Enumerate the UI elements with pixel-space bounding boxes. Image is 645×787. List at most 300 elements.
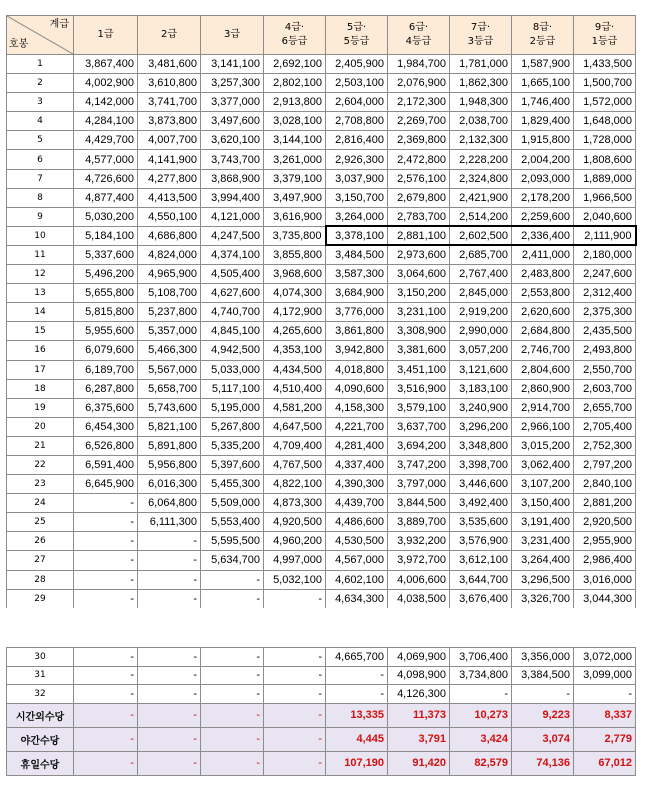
- salary-cell: 2,435,500: [574, 322, 636, 341]
- salary-cell: 4,647,500: [264, 417, 326, 436]
- salary-cell: 2,180,000: [574, 245, 636, 264]
- salary-cell: 5,466,300: [138, 341, 201, 360]
- step-number-cell: 20: [7, 417, 74, 436]
- salary-cell: 4,277,800: [138, 169, 201, 188]
- salary-cell: 3,121,600: [450, 360, 512, 379]
- salary-cell: 6,526,800: [74, 436, 138, 455]
- salary-cell: 3,398,700: [450, 455, 512, 474]
- salary-cell: -: [138, 648, 201, 667]
- salary-cell: 3,873,800: [138, 112, 201, 131]
- table-row: [7, 360, 636, 379]
- salary-cell: 3,587,300: [326, 265, 388, 284]
- salary-cell: 5,030,200: [74, 207, 138, 226]
- salary-cell: 3,057,200: [450, 341, 512, 360]
- salary-cell: -: [326, 685, 388, 704]
- salary-cell: 2,767,400: [450, 265, 512, 284]
- salary-cell: 3,855,800: [264, 245, 326, 264]
- salary-cell: 4,822,100: [264, 475, 326, 494]
- salary-cell: 2,369,800: [388, 131, 450, 150]
- salary-cell: 2,411,000: [512, 245, 574, 264]
- table-row: [7, 436, 636, 455]
- salary-cell: 2,881,200: [574, 494, 636, 513]
- salary-cell: 2,483,800: [512, 265, 574, 284]
- step-number-cell: 18: [7, 379, 74, 398]
- step-number-cell: 28: [7, 570, 74, 589]
- salary-cell: 2,038,700: [450, 112, 512, 131]
- salary-cell: 5,195,000: [201, 398, 264, 417]
- salary-cell: 4,942,500: [201, 341, 264, 360]
- salary-cell: 3,484,500: [326, 245, 388, 264]
- salary-cell: 4,530,500: [326, 532, 388, 551]
- salary-cell: 4,006,600: [388, 570, 450, 589]
- salary-cell: 2,783,700: [388, 207, 450, 226]
- salary-cell: 2,111,900: [574, 226, 636, 245]
- salary-cell: 3,497,600: [201, 112, 264, 131]
- salary-cell: 2,679,800: [388, 188, 450, 207]
- step-number-cell: 1: [7, 55, 74, 74]
- grade-header-7: [450, 16, 512, 55]
- salary-cell: 2,986,400: [574, 551, 636, 570]
- salary-cell: 2,620,600: [512, 303, 574, 322]
- step-number-cell: 31: [7, 666, 74, 685]
- step-number-cell: 30: [7, 648, 74, 667]
- salary-cell: 3,516,900: [388, 379, 450, 398]
- salary-cell: 3,191,400: [512, 513, 574, 532]
- salary-cell: 3,231,100: [388, 303, 450, 322]
- salary-cell: 6,375,600: [74, 398, 138, 417]
- salary-cell: 4,141,900: [138, 150, 201, 169]
- salary-cell: -: [201, 685, 264, 704]
- salary-cell: 1,648,000: [574, 112, 636, 131]
- salary-cell: 4,686,800: [138, 226, 201, 245]
- salary-cell: 2,228,200: [450, 150, 512, 169]
- salary-cell: 1,808,600: [574, 150, 636, 169]
- table-row: [7, 245, 636, 264]
- salary-cell: 4,374,100: [201, 245, 264, 264]
- table-row: [7, 494, 636, 513]
- salary-cell: 2,708,800: [326, 112, 388, 131]
- salary-cell: 2,259,600: [512, 207, 574, 226]
- salary-cell: 6,287,800: [74, 379, 138, 398]
- salary-cell: -: [138, 666, 201, 685]
- salary-cell: 4,873,300: [264, 494, 326, 513]
- table-row: [7, 131, 636, 150]
- salary-cell: 3,942,800: [326, 341, 388, 360]
- grade-header-line: 5급·: [346, 22, 367, 33]
- salary-cell: 4,390,300: [326, 475, 388, 494]
- salary-cell: 2,752,300: [574, 436, 636, 455]
- grade-header-line: 1급: [97, 29, 114, 40]
- salary-table-body: [7, 16, 636, 609]
- salary-cell: 3,694,200: [388, 436, 450, 455]
- salary-cell: 4,281,400: [326, 436, 388, 455]
- salary-cell: 3,776,000: [326, 303, 388, 322]
- step-number-cell: 5: [7, 131, 74, 150]
- salary-cell: 3,747,200: [388, 455, 450, 474]
- salary-cell: 2,421,900: [450, 188, 512, 207]
- salary-cell: 2,860,900: [512, 379, 574, 398]
- salary-cell: 5,267,800: [201, 417, 264, 436]
- step-number-cell: 24: [7, 494, 74, 513]
- salary-cell: 1,829,400: [512, 112, 574, 131]
- salary-cell: 3,150,400: [512, 494, 574, 513]
- salary-cell: 3,734,800: [450, 666, 512, 685]
- salary-cell: 2,076,900: [388, 74, 450, 93]
- salary-cell: 2,913,800: [264, 93, 326, 112]
- grade-header-1: [74, 16, 138, 55]
- table-row: [7, 532, 636, 551]
- salary-cell: 3,141,100: [201, 55, 264, 74]
- step-number-cell: 17: [7, 360, 74, 379]
- salary-cell: 5,033,000: [201, 360, 264, 379]
- salary-cell: 4,069,900: [388, 648, 450, 667]
- step-number-cell: 13: [7, 284, 74, 303]
- salary-cell: -: [201, 589, 264, 608]
- step-number-cell: 23: [7, 475, 74, 494]
- allowance-row: [7, 751, 636, 775]
- salary-cell: 5,397,600: [201, 455, 264, 474]
- salary-cell: 2,514,200: [450, 207, 512, 226]
- salary-cell: 5,743,600: [138, 398, 201, 417]
- salary-cell: 1,728,000: [574, 131, 636, 150]
- salary-cell: 3,535,600: [450, 513, 512, 532]
- step-number-cell: 8: [7, 188, 74, 207]
- salary-cell: 4,247,500: [201, 226, 264, 245]
- allowance-label: 야간수당: [7, 727, 74, 751]
- table-row: [7, 74, 636, 93]
- salary-cell: 3,706,400: [450, 648, 512, 667]
- salary-cell: 3,348,800: [450, 436, 512, 455]
- grade-header-line: 2등급: [529, 36, 556, 47]
- salary-cell: 4,002,900: [74, 74, 138, 93]
- salary-cell: 4,172,900: [264, 303, 326, 322]
- salary-cell: 3,037,900: [326, 169, 388, 188]
- salary-cell: 3,861,800: [326, 322, 388, 341]
- salary-cell: 3,968,600: [264, 265, 326, 284]
- corner-header-cell: [7, 16, 74, 55]
- table-row: [7, 455, 636, 474]
- salary-cell: 4,221,700: [326, 417, 388, 436]
- salary-cell: 2,990,000: [450, 322, 512, 341]
- step-number-cell: 27: [7, 551, 74, 570]
- table-row: [7, 322, 636, 341]
- step-number-cell: 26: [7, 532, 74, 551]
- salary-cell: 5,337,600: [74, 245, 138, 264]
- salary-cell: 3,064,600: [388, 265, 450, 284]
- salary-cell: 4,486,600: [326, 513, 388, 532]
- salary-cell: 3,144,100: [264, 131, 326, 150]
- grade-header-5: [326, 16, 388, 55]
- salary-cell: 2,472,800: [388, 150, 450, 169]
- grade-header-line: 8급·: [532, 22, 553, 33]
- allowance-cell: 10,273: [450, 703, 512, 727]
- salary-cell: 1,433,500: [574, 55, 636, 74]
- table-row: [7, 666, 636, 685]
- salary-cell: 2,324,800: [450, 169, 512, 188]
- salary-cell: 3,994,400: [201, 188, 264, 207]
- grade-header-line: 7급·: [470, 22, 491, 33]
- salary-cell: 5,595,500: [201, 532, 264, 551]
- allowance-row: [7, 703, 636, 727]
- salary-cell: 2,692,100: [264, 55, 326, 74]
- salary-cell: 5,567,000: [138, 360, 201, 379]
- salary-cell: 5,891,800: [138, 436, 201, 455]
- salary-cell: 6,454,300: [74, 417, 138, 436]
- table-row: [7, 265, 636, 284]
- table-row: [7, 93, 636, 112]
- corner-label-step: 호봉: [9, 39, 29, 50]
- salary-cell: 2,604,000: [326, 93, 388, 112]
- salary-cell: 5,357,000: [138, 322, 201, 341]
- salary-cell: 3,797,000: [388, 475, 450, 494]
- salary-cell: 3,257,300: [201, 74, 264, 93]
- salary-cell: 4,634,300: [326, 589, 388, 608]
- step-number-cell: 2: [7, 74, 74, 93]
- grade-header-line: 1등급: [591, 36, 618, 47]
- salary-cell: 3,099,000: [574, 666, 636, 685]
- table-row: [7, 475, 636, 494]
- salary-cell: 4,074,300: [264, 284, 326, 303]
- salary-cell: 1,587,900: [512, 55, 574, 74]
- salary-cell: 3,378,100: [326, 226, 388, 245]
- step-number-cell: 14: [7, 303, 74, 322]
- salary-cell: 3,616,900: [264, 207, 326, 226]
- step-number-cell: 25: [7, 513, 74, 532]
- allowance-cell: 2,779: [574, 727, 636, 751]
- salary-cell: 5,455,300: [201, 475, 264, 494]
- allowance-cell: 3,074: [512, 727, 574, 751]
- salary-cell: 3,326,700: [512, 589, 574, 608]
- table-row: [7, 303, 636, 322]
- table-row: [7, 169, 636, 188]
- salary-cell: 2,955,900: [574, 532, 636, 551]
- salary-cell: 5,634,700: [201, 551, 264, 570]
- salary-cell: 2,684,800: [512, 322, 574, 341]
- salary-cell: 2,040,600: [574, 207, 636, 226]
- salary-cell: 2,797,200: [574, 455, 636, 474]
- allowance-cell: 11,373: [388, 703, 450, 727]
- allowance-cell: -: [201, 751, 264, 775]
- salary-cell: 2,493,800: [574, 341, 636, 360]
- salary-cell: 2,746,700: [512, 341, 574, 360]
- salary-cell: -: [264, 666, 326, 685]
- salary-cell: 4,090,600: [326, 379, 388, 398]
- allowance-cell: -: [138, 727, 201, 751]
- salary-cell: 2,178,200: [512, 188, 574, 207]
- grade-header-8: [512, 16, 574, 55]
- salary-cell: 4,158,300: [326, 398, 388, 417]
- salary-cell: 3,072,000: [574, 648, 636, 667]
- salary-cell: 4,997,000: [264, 551, 326, 570]
- salary-cell: 6,064,800: [138, 494, 201, 513]
- salary-cell: 3,261,000: [264, 150, 326, 169]
- salary-cell: -: [74, 685, 138, 704]
- salary-cell: 2,926,300: [326, 150, 388, 169]
- salary-cell: 3,381,600: [388, 341, 450, 360]
- salary-cell: 4,726,600: [74, 169, 138, 188]
- salary-cell: 3,497,900: [264, 188, 326, 207]
- allowance-cell: 3,424: [450, 727, 512, 751]
- allowance-cell: -: [264, 751, 326, 775]
- grade-header-line: 6급·: [408, 22, 429, 33]
- table-row: [7, 379, 636, 398]
- salary-cell: 3,481,600: [138, 55, 201, 74]
- salary-cell: 5,553,400: [201, 513, 264, 532]
- salary-cell: 3,644,700: [450, 570, 512, 589]
- salary-cell: -: [201, 648, 264, 667]
- salary-cell: 4,505,400: [201, 265, 264, 284]
- allowance-cell: 82,579: [450, 751, 512, 775]
- salary-cell: 1,966,500: [574, 188, 636, 207]
- grade-header-line: 5등급: [343, 36, 370, 47]
- salary-cell: 3,183,100: [450, 379, 512, 398]
- salary-cell: 3,107,200: [512, 475, 574, 494]
- grade-header-line: 3등급: [467, 36, 494, 47]
- allowance-cell: 13,335: [326, 703, 388, 727]
- salary-cell: 5,117,100: [201, 379, 264, 398]
- salary-table-continued-body: [7, 648, 636, 776]
- allowance-cell: 3,791: [388, 727, 450, 751]
- salary-cell: -: [512, 685, 574, 704]
- salary-cell: 3,264,000: [326, 207, 388, 226]
- allowance-cell: -: [138, 751, 201, 775]
- salary-cell: 5,821,100: [138, 417, 201, 436]
- salary-cell: 5,655,800: [74, 284, 138, 303]
- allowance-cell: 67,012: [574, 751, 636, 775]
- salary-cell: -: [264, 648, 326, 667]
- table-row: [7, 112, 636, 131]
- salary-cell: 3,620,100: [201, 131, 264, 150]
- allowance-cell: -: [74, 727, 138, 751]
- salary-cell: 2,919,200: [450, 303, 512, 322]
- salary-cell: 4,434,500: [264, 360, 326, 379]
- salary-cell: 2,881,100: [388, 226, 450, 245]
- salary-cell: 3,384,500: [512, 666, 574, 685]
- allowance-cell: 74,136: [512, 751, 574, 775]
- salary-cell: 4,567,000: [326, 551, 388, 570]
- salary-cell: 3,576,900: [450, 532, 512, 551]
- table-row: [7, 188, 636, 207]
- salary-cell: 2,804,600: [512, 360, 574, 379]
- salary-cell: 2,845,000: [450, 284, 512, 303]
- salary-cell: 2,603,700: [574, 379, 636, 398]
- salary-cell: 4,413,500: [138, 188, 201, 207]
- salary-cell: -: [326, 666, 388, 685]
- grade-header-line: 9급·: [594, 22, 615, 33]
- salary-cell: -: [74, 648, 138, 667]
- salary-cell: 4,142,000: [74, 93, 138, 112]
- salary-cell: -: [74, 551, 138, 570]
- salary-cell: 2,705,400: [574, 417, 636, 436]
- allowance-cell: 8,337: [574, 703, 636, 727]
- salary-cell: -: [574, 685, 636, 704]
- salary-cell: -: [201, 570, 264, 589]
- salary-cell: 3,741,700: [138, 93, 201, 112]
- salary-cell: 5,956,800: [138, 455, 201, 474]
- table-row: [7, 589, 636, 608]
- grade-header-3: [201, 16, 264, 55]
- salary-cell: 3,676,400: [450, 589, 512, 608]
- table-row: [7, 417, 636, 436]
- table-row: [7, 551, 636, 570]
- allowance-cell: -: [74, 751, 138, 775]
- salary-cell: 1,572,000: [574, 93, 636, 112]
- salary-cell: 3,451,100: [388, 360, 450, 379]
- step-number-cell: 9: [7, 207, 74, 226]
- salary-cell: 3,296,200: [450, 417, 512, 436]
- grade-header-line: 4등급: [405, 36, 432, 47]
- salary-cell: 4,581,200: [264, 398, 326, 417]
- salary-cell: 1,500,700: [574, 74, 636, 93]
- salary-table: [6, 15, 637, 608]
- salary-cell: 6,111,300: [138, 513, 201, 532]
- salary-cell: 3,446,600: [450, 475, 512, 494]
- table-row: [7, 226, 636, 245]
- allowance-cell: -: [138, 703, 201, 727]
- salary-cell: 5,184,100: [74, 226, 138, 245]
- salary-cell: 5,237,800: [138, 303, 201, 322]
- salary-cell: -: [138, 551, 201, 570]
- allowance-cell: -: [264, 703, 326, 727]
- allowance-cell: -: [201, 703, 264, 727]
- salary-cell: 2,840,100: [574, 475, 636, 494]
- salary-cell: 3,240,900: [450, 398, 512, 417]
- salary-cell: 1,862,300: [450, 74, 512, 93]
- salary-cell: 4,920,500: [264, 513, 326, 532]
- salary-cell: 4,577,000: [74, 150, 138, 169]
- salary-cell: 3,637,700: [388, 417, 450, 436]
- salary-cell: 2,602,500: [450, 226, 512, 245]
- salary-cell: 3,868,900: [201, 169, 264, 188]
- salary-cell: 4,353,100: [264, 341, 326, 360]
- salary-cell: 3,735,800: [264, 226, 326, 245]
- salary-cell: 4,824,000: [138, 245, 201, 264]
- salary-cell: -: [264, 589, 326, 608]
- salary-cell: 3,610,800: [138, 74, 201, 93]
- salary-cell: 2,503,100: [326, 74, 388, 93]
- salary-cell: 2,172,300: [388, 93, 450, 112]
- allowance-cell: 9,223: [512, 703, 574, 727]
- step-number-cell: 11: [7, 245, 74, 264]
- salary-cell: 3,015,200: [512, 436, 574, 455]
- salary-cell: 3,016,000: [574, 570, 636, 589]
- salary-cell: 2,405,900: [326, 55, 388, 74]
- allowance-cell: 91,420: [388, 751, 450, 775]
- salary-cell: 5,658,700: [138, 379, 201, 398]
- salary-cell: 1,781,000: [450, 55, 512, 74]
- step-number-cell: 6: [7, 150, 74, 169]
- step-number-cell: 3: [7, 93, 74, 112]
- step-number-cell: 16: [7, 341, 74, 360]
- table-row: [7, 513, 636, 532]
- salary-cell: 3,150,200: [388, 284, 450, 303]
- salary-cell: 1,746,400: [512, 93, 574, 112]
- salary-cell: 2,802,100: [264, 74, 326, 93]
- salary-cell: 3,028,100: [264, 112, 326, 131]
- salary-cell: 1,889,000: [574, 169, 636, 188]
- step-number-cell: 12: [7, 265, 74, 284]
- allowance-cell: -: [264, 727, 326, 751]
- salary-cell: 2,375,300: [574, 303, 636, 322]
- salary-cell: 1,665,100: [512, 74, 574, 93]
- salary-cell: 3,062,400: [512, 455, 574, 474]
- salary-cell: 2,550,700: [574, 360, 636, 379]
- salary-cell: 2,816,400: [326, 131, 388, 150]
- salary-cell: 2,004,200: [512, 150, 574, 169]
- step-number-cell: 32: [7, 685, 74, 704]
- salary-cell: 4,429,700: [74, 131, 138, 150]
- table-row: [7, 570, 636, 589]
